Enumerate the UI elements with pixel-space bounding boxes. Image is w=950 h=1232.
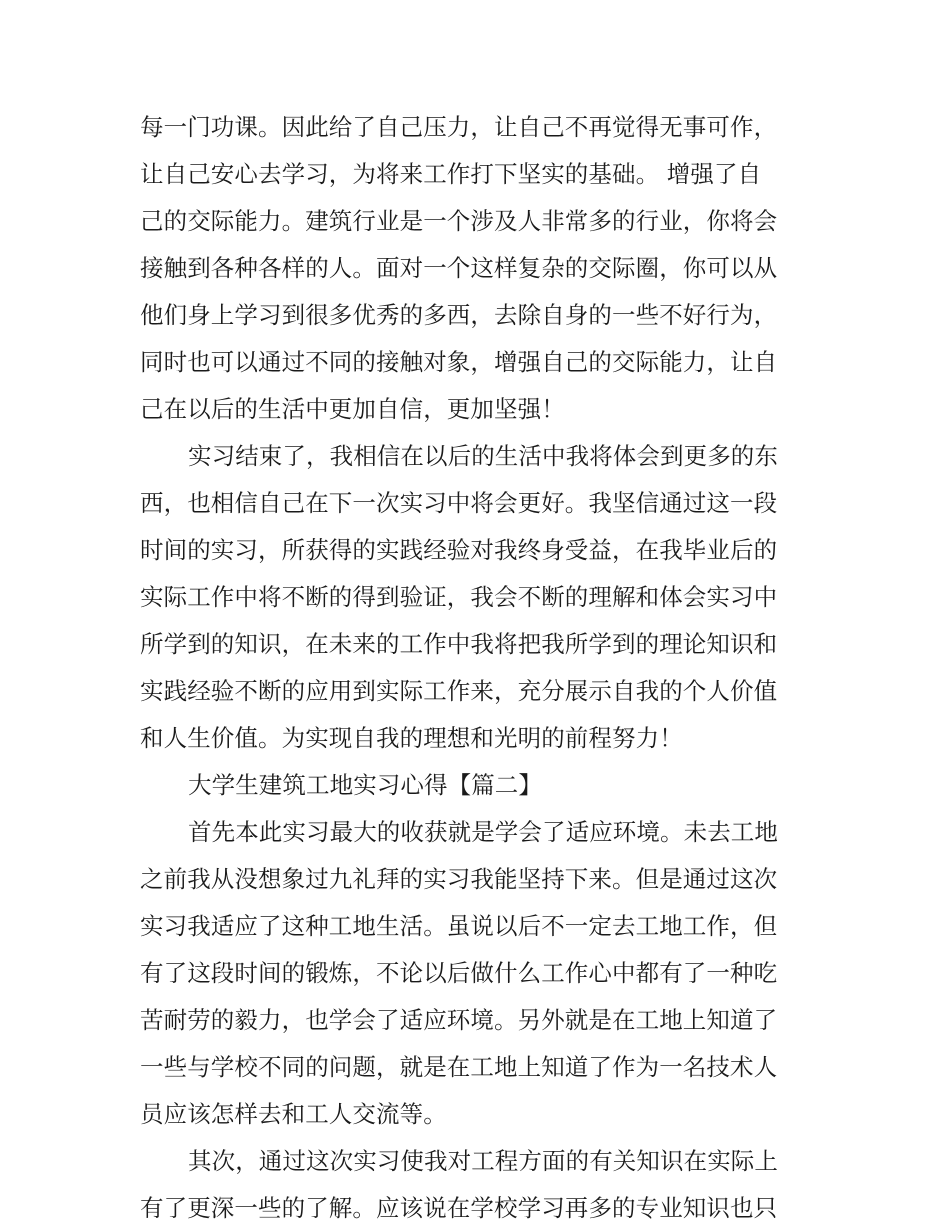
text-line: 苦耐劳的毅力，也学会了适应环境。另外就是在工地上知道了 [140,1006,778,1034]
paragraph-first-line: 首先本此实习最大的收获就是学会了适应环境。未去工地 [188,818,778,846]
text-line: 他们身上学习到很多优秀的多西，去除自身的一些不好行为， [140,301,778,329]
text-line: 时间的实习，所获得的实践经验对我终身受益，在我毕业后的 [140,536,778,564]
section-heading: 大学生建筑工地实习心得【篇二】 [188,771,542,799]
paragraph-first-line: 其次，通过这次实习使我对工程方面的有关知识在实际上 [188,1147,778,1175]
text-line: 有了这段时间的锻炼，不论以后做什么工作心中都有了一种吃 [140,959,778,987]
text-line: 每一门功课。因此给了自己压力，让自己不再觉得无事可作， [140,113,778,141]
text-line: 员应该怎样去和工人交流等。 [140,1100,447,1128]
paragraph-first-line: 实习结束了，我相信在以后的生活中我将体会到更多的东 [188,442,778,470]
text-line: 所学到的知识，在未来的工作中我将把我所学到的理论知识和 [140,630,778,658]
text-line: 西，也相信自己在下一次实习中将会更好。我坚信通过这一段 [140,489,778,517]
document-body [140,104,820,1232]
text-line: 己的交际能力。建筑行业是一个涉及人非常多的行业，你将会 [140,207,778,235]
text-line: 和人生价值。为实现自我的理想和光明的前程努力！ [140,724,683,752]
text-line: 接触到各种各样的人。面对一个这样复杂的交际圈，你可以从 [140,254,778,282]
text-line: 实际工作中将不断的得到验证，我会不断的理解和体会实习中 [140,583,778,611]
text-line: 实习我适应了这种工地生活。虽说以后不一定去工地工作，但 [140,912,778,940]
text-line: 实践经验不断的应用到实际工作来，充分展示自我的个人价值 [140,677,778,705]
text-line: 己在以后的生活中更加自信，更加坚强！ [140,395,565,423]
text-line: 一些与学校不同的问题，就是在工地上知道了作为一名技术人 [140,1053,778,1081]
text-line: 同时也可以通过不同的接触对象，增强自己的交际能力，让自 [140,348,778,376]
text-line: 之前我从没想象过九礼拜的实习我能坚持下来。但是通过这次 [140,865,778,893]
text-line: 有了更深一些的了解。应该说在学校学习再多的专业知识也只 [140,1194,778,1222]
text-line: 让自己安心去学习，为将来工作打下坚实的基础。 增强了自 [140,160,762,188]
